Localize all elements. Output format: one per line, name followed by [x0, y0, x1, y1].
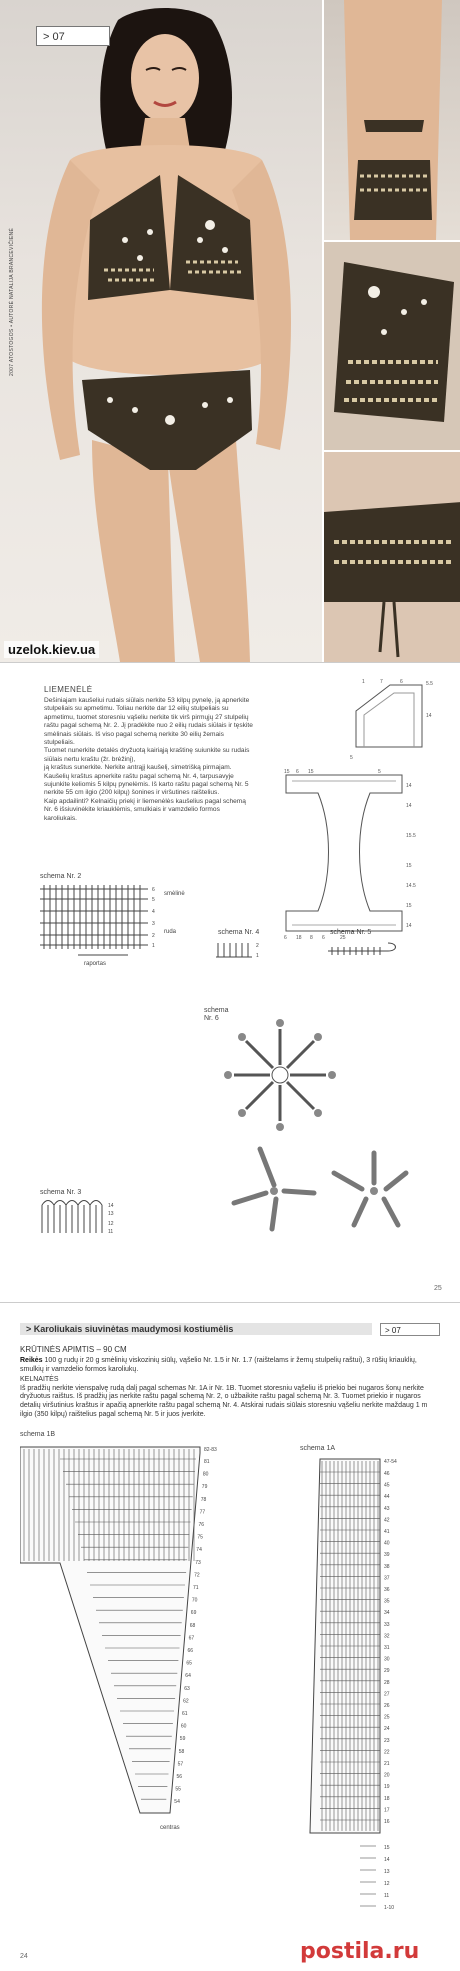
svg-text:25: 25: [340, 935, 346, 941]
dim-label: 14: [426, 713, 432, 719]
row-label: 34: [384, 1610, 390, 1617]
row-label: 56: [176, 1774, 183, 1780]
row-label: 76: [198, 1522, 205, 1528]
row-label: 65: [186, 1660, 192, 1667]
schema3-chart: [38, 1199, 128, 1239]
row-label: 82-83: [204, 1447, 217, 1453]
svg-text:5: 5: [152, 897, 155, 903]
pattern-title: > Karoliukais siuvinėtas maudymosi kostiumėlis: [20, 1323, 372, 1335]
svg-text:1: 1: [152, 943, 155, 949]
svg-text:1: 1: [256, 953, 259, 959]
row-label: 71: [193, 1585, 199, 1591]
instruction-paragraph: Kaip apdailinti? Kelnaičių priekį ir liemenėlės kaušelius pagal schemą Nr. 6 išsiuvinėkite kriauklėmis, smulkiais ir vamzdelio formos karoliukais.: [44, 797, 246, 822]
section-body: Iš pradžių nerkite vienspalvę rudą dalį pagal schemas Nr. 1A ir Nr. 1B. Tuomet storesniu vąšeliu iš priekio bei nugaros šonų nerkite dryžuotus raištus. Iš pradžių jas nerkite raštu pagal schemą Nr. 2, o užbaikite raštu pagal schemą Nr. 3. Tuomet priekio ir nugaros detalių viršutinius kraštus ir apačią apnerkite raštu pagal schemą Nr. 4. Atskirai rudais siūlais storesniu vąšeliu nerkite maždaug 1 m ilgio (350 kilpų) raištelius pagal schemą Nr. 5 ir juos įverkite.: [20, 1384, 428, 1418]
row-label: 1-10: [384, 1905, 395, 1911]
row-label: 27: [384, 1691, 390, 1698]
row-label: 59: [179, 1736, 186, 1743]
svg-text:3: 3: [152, 921, 155, 927]
schema4-chart: [214, 939, 274, 963]
row-label: 26: [384, 1703, 390, 1709]
row-label: 19: [384, 1784, 390, 1791]
row-label: 61: [182, 1711, 188, 1717]
schema6-beadwork: [220, 1015, 340, 1135]
cup-detail-drawing: [324, 242, 460, 452]
row-label: 67: [188, 1635, 195, 1642]
svg-text:15: 15: [284, 769, 290, 775]
row-label: 40: [384, 1540, 390, 1547]
row-label: 80: [202, 1471, 209, 1478]
schema6-label-line1: schema: [204, 1007, 229, 1014]
svg-text:5: 5: [378, 769, 381, 775]
row-label: 12: [384, 1881, 390, 1887]
yarn-dark-label: ruda: [164, 929, 177, 935]
front-shape-diagram: [282, 767, 442, 943]
svg-text:6: 6: [284, 935, 287, 941]
materials-text: 100 g rudų ir 20 g smėlinių viskozinių siūlų, vąšelio Nr. 1.5 ir Nr. 1.7 (raištelams ir žemų stulpelių raštui), 3 rūšių kriauklių, smulkių ir vamzdelio formos karoliukų.: [20, 1357, 417, 1373]
schema1a-label: schema 1A: [300, 1445, 336, 1452]
row-label: 77: [199, 1509, 206, 1516]
row-label: 41: [384, 1529, 390, 1535]
row-label: 44: [384, 1494, 390, 1501]
row-label: 47-54: [384, 1459, 397, 1465]
svg-text:14.5: 14.5: [406, 883, 416, 889]
row-label: 33: [384, 1621, 390, 1628]
row-label: 39: [384, 1552, 390, 1559]
row-label: 57: [177, 1761, 184, 1768]
row-label: 69: [190, 1610, 197, 1617]
svg-text:6: 6: [322, 935, 325, 941]
repeat-label: raportas: [84, 961, 107, 967]
yarn-light-label: smėlinė: [164, 891, 185, 897]
row-label: 31: [384, 1645, 390, 1651]
row-label: 18: [384, 1795, 390, 1802]
row-label: 15: [384, 1845, 390, 1851]
row-label: 46: [384, 1471, 390, 1477]
row-label: 63: [184, 1685, 190, 1692]
row-label: 72: [194, 1572, 200, 1579]
schema6-bead-motifs: [214, 1133, 434, 1253]
row-label: 66: [187, 1648, 194, 1654]
row-label: 74: [196, 1547, 202, 1554]
dim-label: 5: [350, 755, 353, 761]
row-label: 81: [204, 1459, 210, 1465]
svg-text:15: 15: [406, 863, 412, 869]
row-label: 32: [384, 1633, 390, 1640]
row-label: 22: [384, 1749, 390, 1756]
svg-text:15.5: 15.5: [406, 833, 416, 839]
row-label: 43: [384, 1505, 390, 1512]
row-label: 78: [200, 1496, 207, 1503]
schema3-label: schema Nr. 3: [40, 1189, 82, 1196]
postila-watermark: postila.ru: [300, 1939, 420, 1964]
svg-text:13: 13: [108, 1211, 114, 1217]
svg-text:6: 6: [296, 769, 299, 775]
section-tag: > 07: [36, 26, 110, 46]
row-label: 21: [384, 1761, 390, 1767]
pattern-body: [20, 1357, 440, 1419]
cup-shape-diagram: [350, 677, 442, 767]
instruction-paragraph: ją kraštus sunerkite. Nerkite antrąjį kaušelį, simetrišką pirmajam. Kaušelių kraštus apnerkite raštu pagal schemą Nr. 4, tarpusavyje sujunkite keliomis 5 kilpų pynelėmis. Iš karto raštu pagal schemą Nr. 5 nerkite 55 cm ilgio (200 kilpų) šonines ir viršutines raištelius.: [44, 764, 249, 797]
row-label: 16: [384, 1819, 390, 1825]
schema1b-chart: [20, 1443, 250, 1863]
dim-label: 5.5: [426, 681, 433, 687]
bra-instructions: [44, 697, 254, 823]
schema6-label-line2: Nr. 6: [204, 1015, 219, 1022]
row-label: 37: [384, 1575, 390, 1582]
row-label: 75: [197, 1534, 203, 1541]
photo-page: [0, 0, 460, 662]
centre-label: centras: [160, 1825, 180, 1831]
row-label: 14: [384, 1857, 390, 1863]
side-tie-detail-photo: [322, 450, 460, 664]
page-number: 24: [20, 1953, 28, 1960]
row-label: 29: [384, 1668, 390, 1675]
schema1b-label: schema 1B: [20, 1431, 56, 1438]
row-label: 70: [191, 1597, 198, 1604]
section-heading: KELNAITĖS: [20, 1376, 59, 1384]
row-label: 38: [384, 1563, 390, 1570]
model-photo: [0, 0, 322, 662]
pattern-page: [0, 1302, 460, 1971]
svg-text:14: 14: [108, 1203, 114, 1209]
svg-text:14: 14: [406, 783, 412, 789]
svg-text:14: 14: [406, 803, 412, 809]
svg-text:6: 6: [152, 887, 155, 893]
row-label: 68: [189, 1622, 196, 1629]
row-label: 79: [201, 1484, 208, 1491]
size-line: KRŪTINĖS APIMTIS – 90 CM: [20, 1345, 127, 1354]
row-label: 42: [384, 1517, 390, 1524]
row-label: 64: [185, 1673, 191, 1680]
row-label: 45: [384, 1482, 390, 1489]
svg-text:8: 8: [310, 935, 313, 941]
row-label: 24: [384, 1726, 390, 1733]
row-label: 54: [174, 1799, 180, 1806]
page-number: 25: [434, 1285, 442, 1292]
row-label: 73: [195, 1559, 201, 1566]
row-label: 17: [384, 1807, 390, 1814]
row-label: 62: [183, 1698, 189, 1705]
schema5-chart: [326, 941, 406, 961]
cup-detail-photo: [322, 240, 460, 452]
svg-text:18: 18: [296, 935, 302, 941]
side-tie-drawing: [324, 452, 460, 664]
svg-text:12: 12: [108, 1221, 114, 1227]
diagram-page: [0, 662, 460, 1303]
svg-text:2: 2: [152, 933, 155, 939]
row-label: 55: [175, 1786, 181, 1793]
photo-credit: 2007 ATOSTOGOS • AUTORĖ NATALIJA BRANCEVIČIENĖ: [9, 227, 15, 376]
svg-text:15: 15: [406, 903, 412, 909]
row-label: 13: [384, 1869, 390, 1875]
back-view-drawing: [324, 0, 460, 240]
back-view-photo: [322, 0, 460, 240]
site-watermark: uzelok.kiev.ua: [4, 641, 99, 658]
svg-text:4: 4: [152, 909, 155, 915]
row-label: 25: [384, 1714, 390, 1721]
row-label: 11: [384, 1893, 390, 1899]
bra-section-title: LIEMENĖLĖ: [44, 685, 93, 694]
schema2-label: schema Nr. 2: [40, 873, 82, 880]
pattern-tag: > 07: [380, 1323, 440, 1336]
svg-text:15: 15: [308, 769, 314, 775]
schema1a-chart: [250, 1453, 460, 1933]
dim-label: 7: [380, 679, 383, 685]
schema4-label: schema Nr. 4: [218, 929, 260, 936]
instruction-paragraph: Tuomet nunerkite detalės dryžuotą kairiąją kraštinę suiunkite su rudais siūlais nertu kraštu (žr. brėžinį),: [44, 747, 250, 763]
row-label: 35: [384, 1598, 390, 1605]
svg-text:14: 14: [406, 923, 412, 929]
materials-label: Reikės: [20, 1357, 43, 1364]
pattern-header: [20, 1323, 440, 1337]
row-label: 30: [384, 1656, 390, 1663]
schema2-chart: [38, 883, 198, 967]
model-photo-drawing: [0, 0, 322, 662]
instruction-paragraph: Dešiniajam kaušeliui rudais siūlais nerkite 53 kilpų pynelę, ją apnerkite stulpeliais su apmetimu. Toliau nerkite dar 12 eilių stulpeliais su apmetimu, tuomet storesniu vąšeliu nerkite tik virš pirmųjų 27 stulpelių raštu pagal schemą Nr. 2. Jį pradėkite nuo 2 eilių rudais siūlais ir tęskite smėlinais siūlais. Iš viso pagal schemą nerkite 30 eilių žemais stulpeliais.: [44, 697, 253, 747]
row-label: 28: [384, 1679, 390, 1686]
svg-text:2: 2: [256, 943, 259, 949]
dim-label: 1: [362, 679, 365, 685]
row-label: 58: [178, 1748, 185, 1755]
dim-label: 6: [400, 679, 403, 685]
row-label: 23: [384, 1737, 390, 1744]
schema5-label: schema Nr. 5: [330, 929, 372, 936]
row-label: 36: [384, 1587, 390, 1593]
row-label: 60: [180, 1723, 187, 1730]
svg-text:11: 11: [108, 1229, 114, 1235]
row-label: 20: [384, 1772, 390, 1779]
